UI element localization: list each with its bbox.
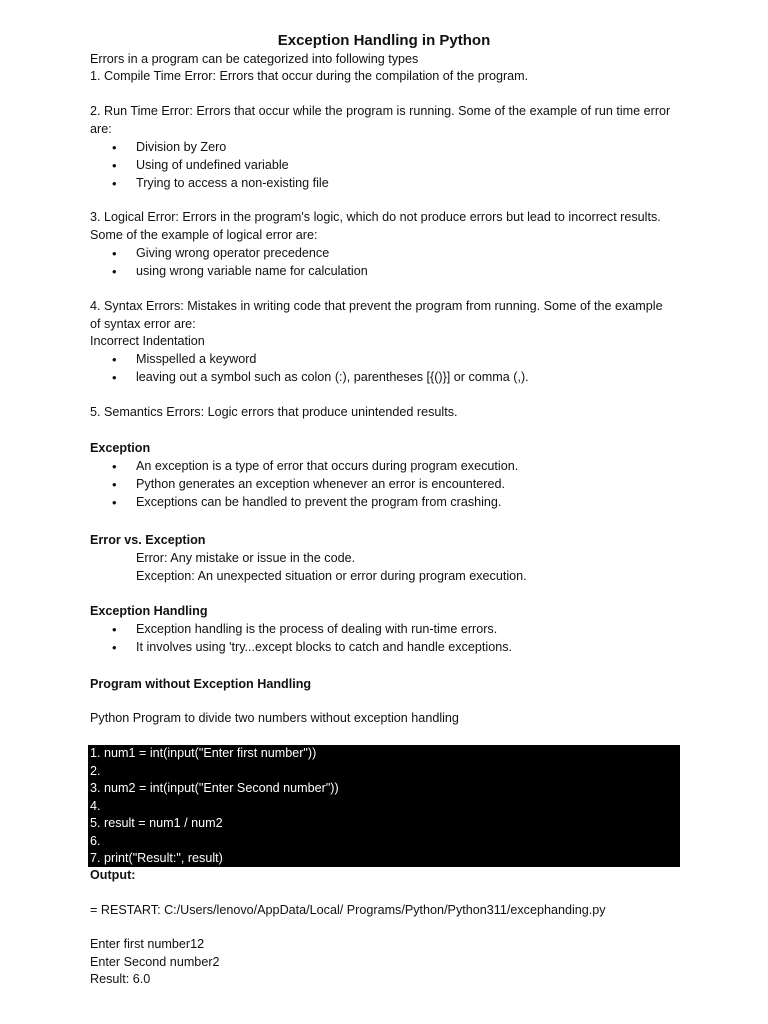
- output-heading: Output:: [90, 868, 136, 882]
- bullet-icon: •: [112, 158, 117, 173]
- bullet-icon: •: [112, 176, 117, 191]
- bullet-icon: •: [112, 370, 117, 385]
- output-line: Result: 6.0: [90, 972, 151, 986]
- output-line: Enter first number12: [90, 937, 205, 951]
- program-heading: Program without Exception Handling: [90, 677, 312, 691]
- error-vs-exception-heading: Error vs. Exception: [90, 533, 206, 547]
- bullet-icon: •: [112, 495, 117, 510]
- bullet-icon: •: [112, 640, 117, 655]
- code-line: 2.: [90, 763, 101, 778]
- logical-error-item-cont: Some of the example of logical error are:: [90, 228, 318, 242]
- run-time-error-item-cont: are:: [90, 122, 112, 136]
- code-line: 4.: [90, 798, 101, 813]
- bullet-icon: •: [112, 622, 117, 637]
- syntax-error-item-cont: Incorrect Indentation: [90, 334, 205, 348]
- list-item: Exceptions can be handled to prevent the program from crashing.: [136, 495, 502, 509]
- bullet-icon: •: [112, 264, 117, 279]
- error-definition: Error: Any mistake or issue in the code.: [136, 551, 356, 565]
- list-item: Misspelled a keyword: [136, 352, 257, 366]
- exception-definition: Exception: An unexpected situation or error during program execution.: [136, 569, 527, 583]
- code-line: 1. num1 = int(input("Enter first number")): [90, 746, 317, 760]
- code-block: [88, 745, 680, 867]
- list-item: Using of undefined variable: [136, 158, 289, 172]
- list-item: Exception handling is the process of dealing with run-time errors.: [136, 622, 498, 636]
- list-item: Division by Zero: [136, 140, 227, 154]
- output-line: Enter Second number2: [90, 955, 220, 969]
- code-line: 5. result = num1 / num2: [90, 816, 223, 830]
- intro-text: Errors in a program can be categorized into following types: [90, 52, 419, 66]
- logical-error-item: 3. Logical Error: Errors in the program's logic, which do not produce errors but lead to incorrect results.: [90, 210, 661, 224]
- bullet-icon: •: [112, 477, 117, 492]
- syntax-error-item-cont: of syntax error are:: [90, 317, 196, 331]
- bullet-icon: •: [112, 140, 117, 155]
- list-item: leaving out a symbol such as colon (:), parentheses [{()}] or comma (,).: [136, 370, 529, 384]
- semantics-error-item: 5. Semantics Errors: Logic errors that produce unintended results.: [90, 405, 458, 419]
- list-item: Python generates an exception whenever an error is encountered.: [136, 477, 505, 491]
- syntax-error-item: 4. Syntax Errors: Mistakes in writing code that prevent the program from running. Some of the example: [90, 299, 663, 313]
- run-time-error-item: 2. Run Time Error: Errors that occur while the program is running. Some of the example of run time error: [90, 104, 671, 118]
- list-item: Trying to access a non-existing file: [136, 176, 329, 190]
- document-title: Exception Handling in Python: [277, 32, 491, 49]
- list-item: It involves using 'try...except blocks to catch and handle exceptions.: [136, 640, 512, 654]
- list-item: An exception is a type of error that occurs during program execution.: [136, 459, 519, 473]
- code-line: 7. print("Result:", result): [90, 851, 223, 865]
- list-item: Giving wrong operator precedence: [136, 246, 330, 260]
- list-item: using wrong variable name for calculation: [136, 264, 368, 278]
- bullet-icon: •: [112, 459, 117, 474]
- compile-time-error-item: 1. Compile Time Error: Errors that occur during the compilation of the program.: [90, 69, 529, 83]
- program-description: Python Program to divide two numbers without exception handling: [90, 711, 459, 725]
- code-line: 3. num2 = int(input("Enter Second number")): [90, 781, 339, 795]
- bullet-icon: •: [112, 352, 117, 367]
- output-restart-line: = RESTART: C:/Users/lenovo/AppData/Local/ Programs/Python/Python311/excephanding.py: [90, 903, 606, 917]
- exception-heading: Exception: [90, 441, 151, 455]
- exception-handling-heading: Exception Handling: [90, 604, 208, 618]
- bullet-icon: •: [112, 246, 117, 261]
- code-line: 6.: [90, 833, 101, 848]
